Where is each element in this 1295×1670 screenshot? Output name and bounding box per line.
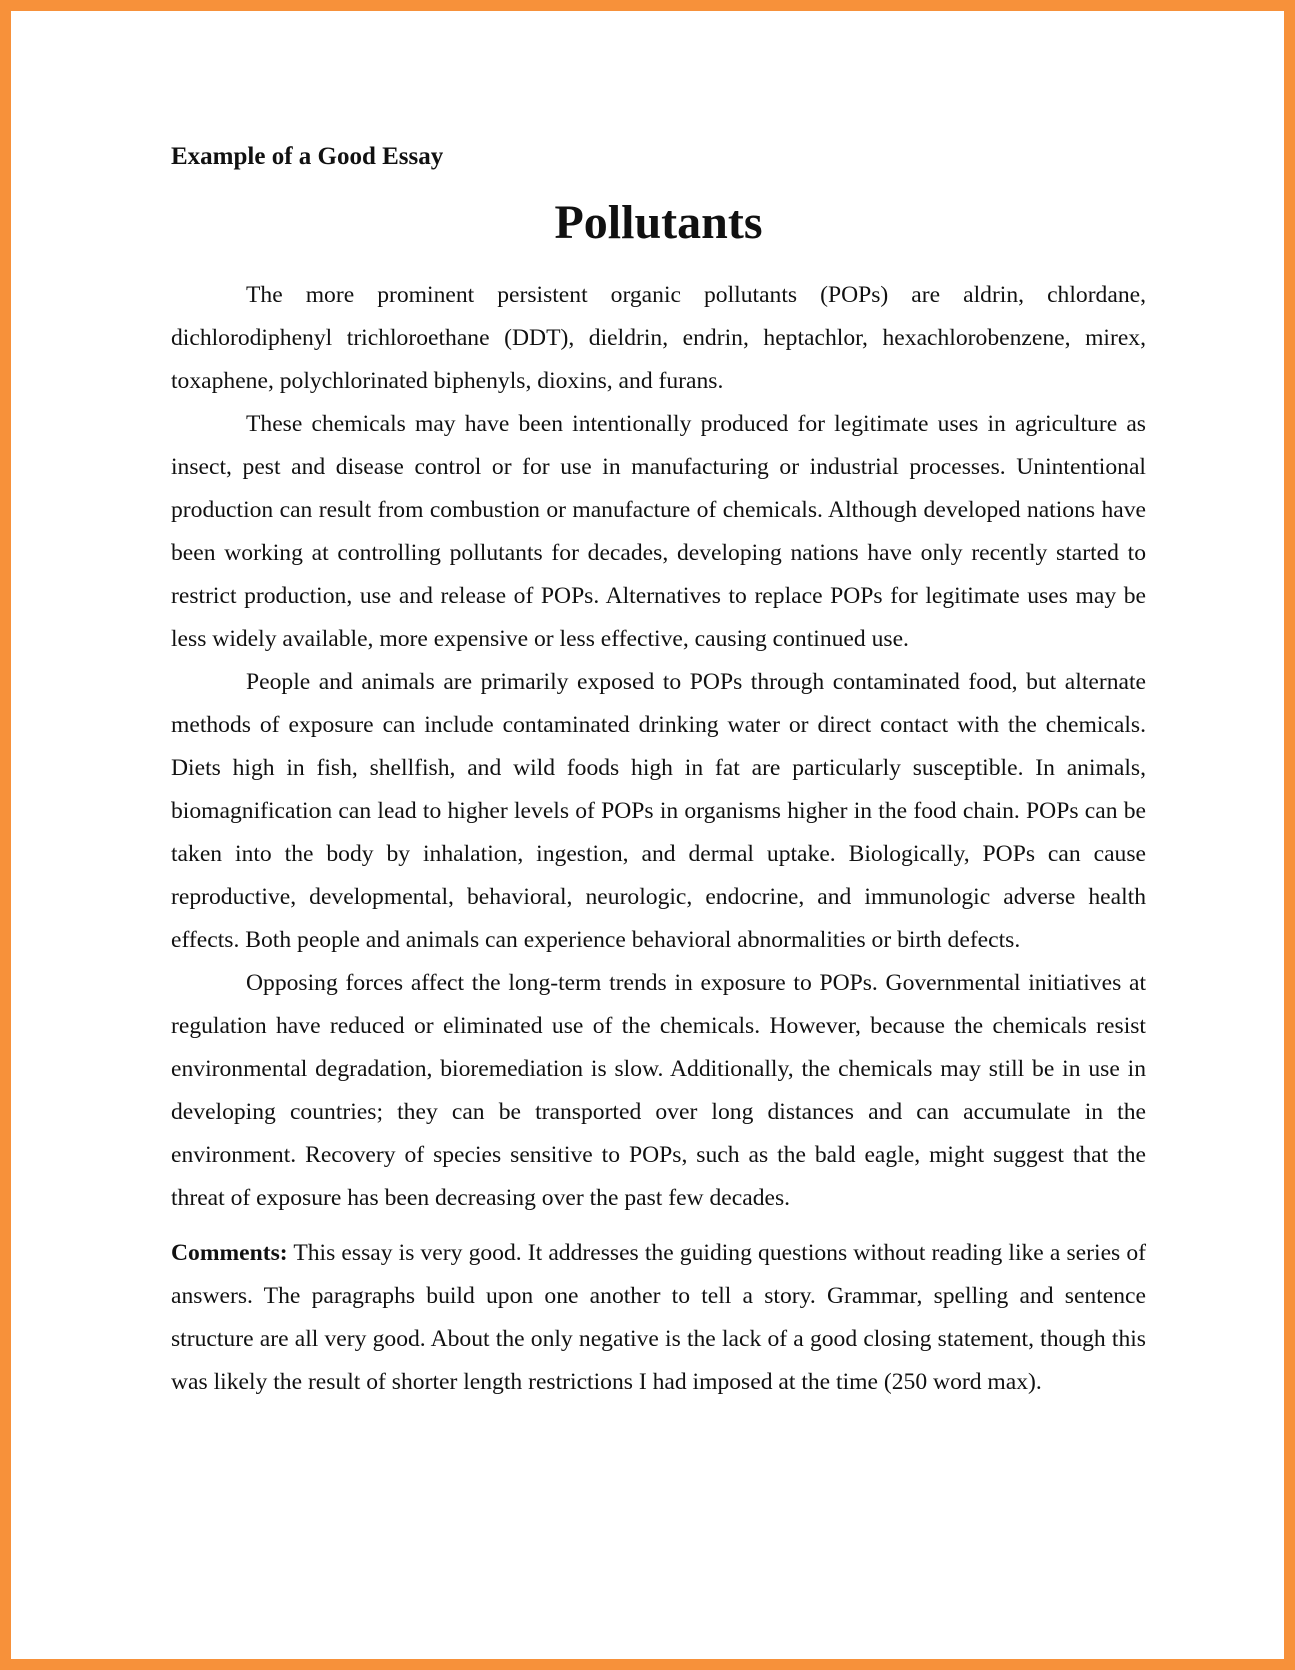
essay-paragraph-3: People and animals are primarily exposed to POPs through contaminated food, but alternate methods of exposure can include contaminated drinking water or direct contact with the chemicals. Diets high in fish, shellfish, and wild foods high in fat are particularly susceptible. In animals, biomagnification can lead to higher levels of POPs in organisms higher in the food chain. POPs can be taken into the body by inhalation, ingestion, and dermal uptake. Biologically, POPs can cause reproductive, developmental, behavioral, neurologic, endocrine, and immunologic adverse health effects. Both people and animals can experience behavioral abnormalities or birth defects. [171, 669, 1146, 953]
document-page [171, 123, 1146, 1404]
document-label: Example of a Good Essay [171, 143, 444, 170]
comments-text: This essay is very good. It addresses the guiding questions without reading like a series of answers. The paragraphs build upon one another to tell a story. Grammar, spelling and sentence structure are all very good. About the only negative is the lack of a good closing statement, though this was likely the result of shorter length restrictions I had imposed at the time (250 word max). [171, 1240, 1146, 1395]
essay-paragraph-4: Opposing forces affect the long-term trends in exposure to POPs. Governmental initiatives at regulation have reduced or eliminated use of the chemicals. However, because the chemicals resist environmental degradation, bioremediation is slow. Additionally, the chemicals may still be in use in developing countries; they can be transported over long distances and can accumulate in the environment. Recovery of species sensitive to POPs, such as the bald eagle, might suggest that the threat of exposure has been decreasing over the past few decades. [171, 970, 1146, 1211]
document-title: Pollutants [554, 196, 763, 249]
essay-paragraph-1: The more prominent persistent organic pollutants (POPs) are aldrin, chlordane, dichlorodiphenyl trichloroethane (DDT), dieldrin, endrin, heptachlor, hexachlorobenzene, mirex, toxaphene, polychlorinated biphenyls, dioxins, and furans. [171, 282, 1146, 394]
comments-label: Comments: [171, 1240, 288, 1266]
essay-body [171, 274, 1146, 1220]
comments-section [171, 1232, 1146, 1404]
essay-paragraph-2: These chemicals may have been intentionally produced for legitimate uses in agriculture as insect, pest and disease control or for use in manufacturing or industrial processes. Unintentional production can result from combustion or manufacture of chemicals. Although developed nations have been working at controlling pollutants for decades, developing nations have only recently started to restrict production, use and release of POPs. Alternatives to replace POPs for legitimate uses may be less widely available, more expensive or less effective, causing continued use. [171, 411, 1146, 652]
